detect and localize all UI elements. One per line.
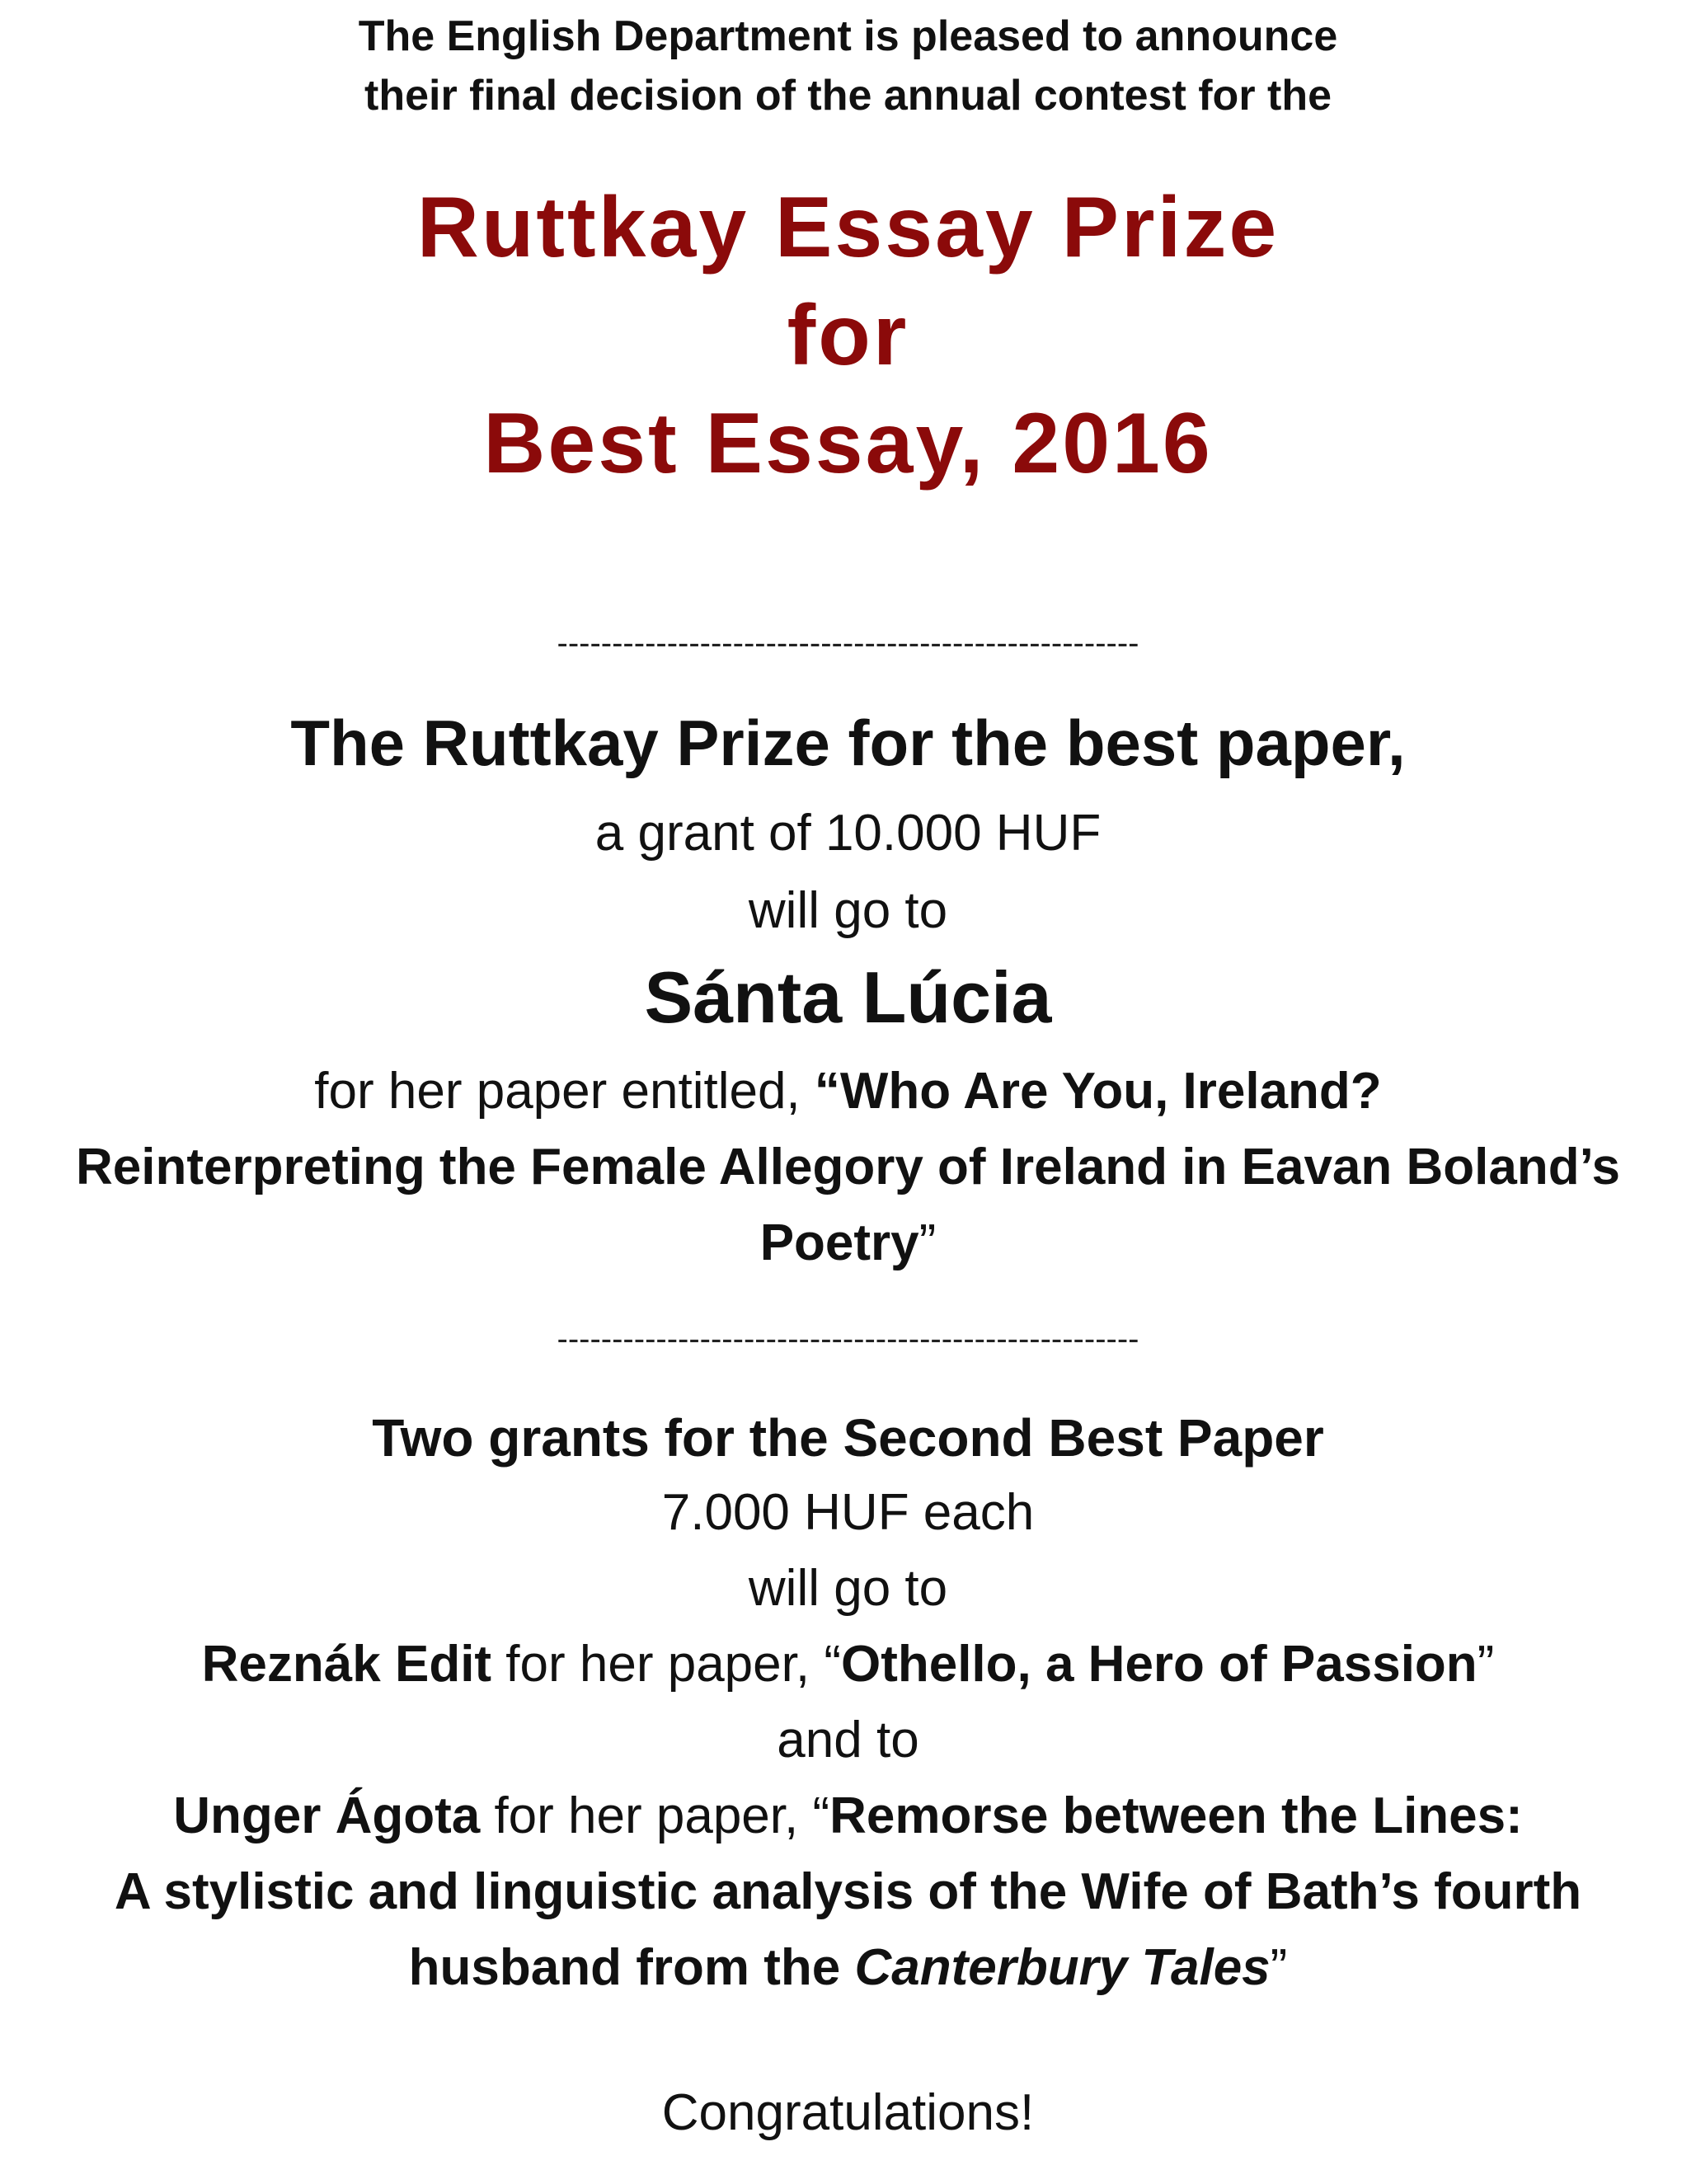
separator-middle: -----------------------------------------------------: [557, 1321, 1139, 1357]
prize-title-line-3: Best Essay, 2016: [483, 396, 1213, 491]
second-prize-and-to: and to: [777, 1712, 919, 1768]
winner-1-name: Reznák Edit: [201, 1636, 492, 1693]
winner-1-mid: for her paper, “: [491, 1636, 841, 1693]
first-prize-entitled-line: [0, 1063, 1696, 1120]
second-prize-grant: 7.000 HUF each: [661, 1484, 1035, 1541]
prize-title-line-2: for: [787, 288, 909, 383]
paper-title-close-quote: ”: [918, 1214, 937, 1271]
winner-2-name: Unger Ágota: [173, 1787, 481, 1844]
winner-2-paper-title-part-2: A stylistic and linguistic analysis of the Wife of Bath’s fourth: [114, 1863, 1582, 1920]
winner-2-paper-title-part-1: Remorse between the Lines:: [829, 1787, 1523, 1844]
paper-title-part-2: Reinterpreting the Female Allegory of Ireland in Eavan Boland’s: [75, 1139, 1621, 1195]
winner-1-close-quote: ”: [1477, 1636, 1495, 1693]
paper-title-line-3: [0, 1214, 1696, 1271]
prize-title-line-1: Ruttkay Essay Prize: [416, 180, 1280, 275]
winner-2-paper-title-line-3: [0, 1939, 1696, 1996]
canterbury-tales-italic: Canterbury Tales: [854, 1939, 1271, 1996]
winner-2-close-quote: ”: [1270, 1939, 1288, 1996]
first-prize-winner: Sánta Lúcia: [644, 956, 1052, 1038]
congratulations: Congratulations!: [661, 2084, 1035, 2141]
entitled-prefix: for her paper entitled,: [314, 1063, 815, 1120]
second-prize-winner-2-line: [0, 1787, 1696, 1844]
second-prize-heading: Two grants for the Second Best Paper: [372, 1408, 1324, 1468]
paper-title-part-1: “Who Are You, Ireland?: [814, 1063, 1382, 1120]
first-prize-will-go-to: will go to: [748, 882, 948, 939]
intro-line-1: The English Department is pleased to announce: [358, 12, 1338, 60]
first-prize-heading: The Ruttkay Prize for the best paper,: [290, 707, 1406, 779]
second-prize-winner-1-line: [0, 1636, 1696, 1693]
intro-line-2: their final decision of the annual contest for the: [364, 72, 1332, 120]
winner-2-paper-title-part-3: husband from the: [408, 1939, 855, 1996]
second-prize-will-go-to: will go to: [748, 1560, 948, 1617]
separator-top: -----------------------------------------------------: [557, 625, 1139, 661]
first-prize-grant: a grant of 10.000 HUF: [594, 805, 1102, 862]
winner-1-paper-title: Othello, a Hero of Passion: [840, 1636, 1478, 1693]
paper-title-part-3: Poetry: [759, 1214, 919, 1271]
winner-2-mid: for her paper, “: [480, 1787, 830, 1844]
